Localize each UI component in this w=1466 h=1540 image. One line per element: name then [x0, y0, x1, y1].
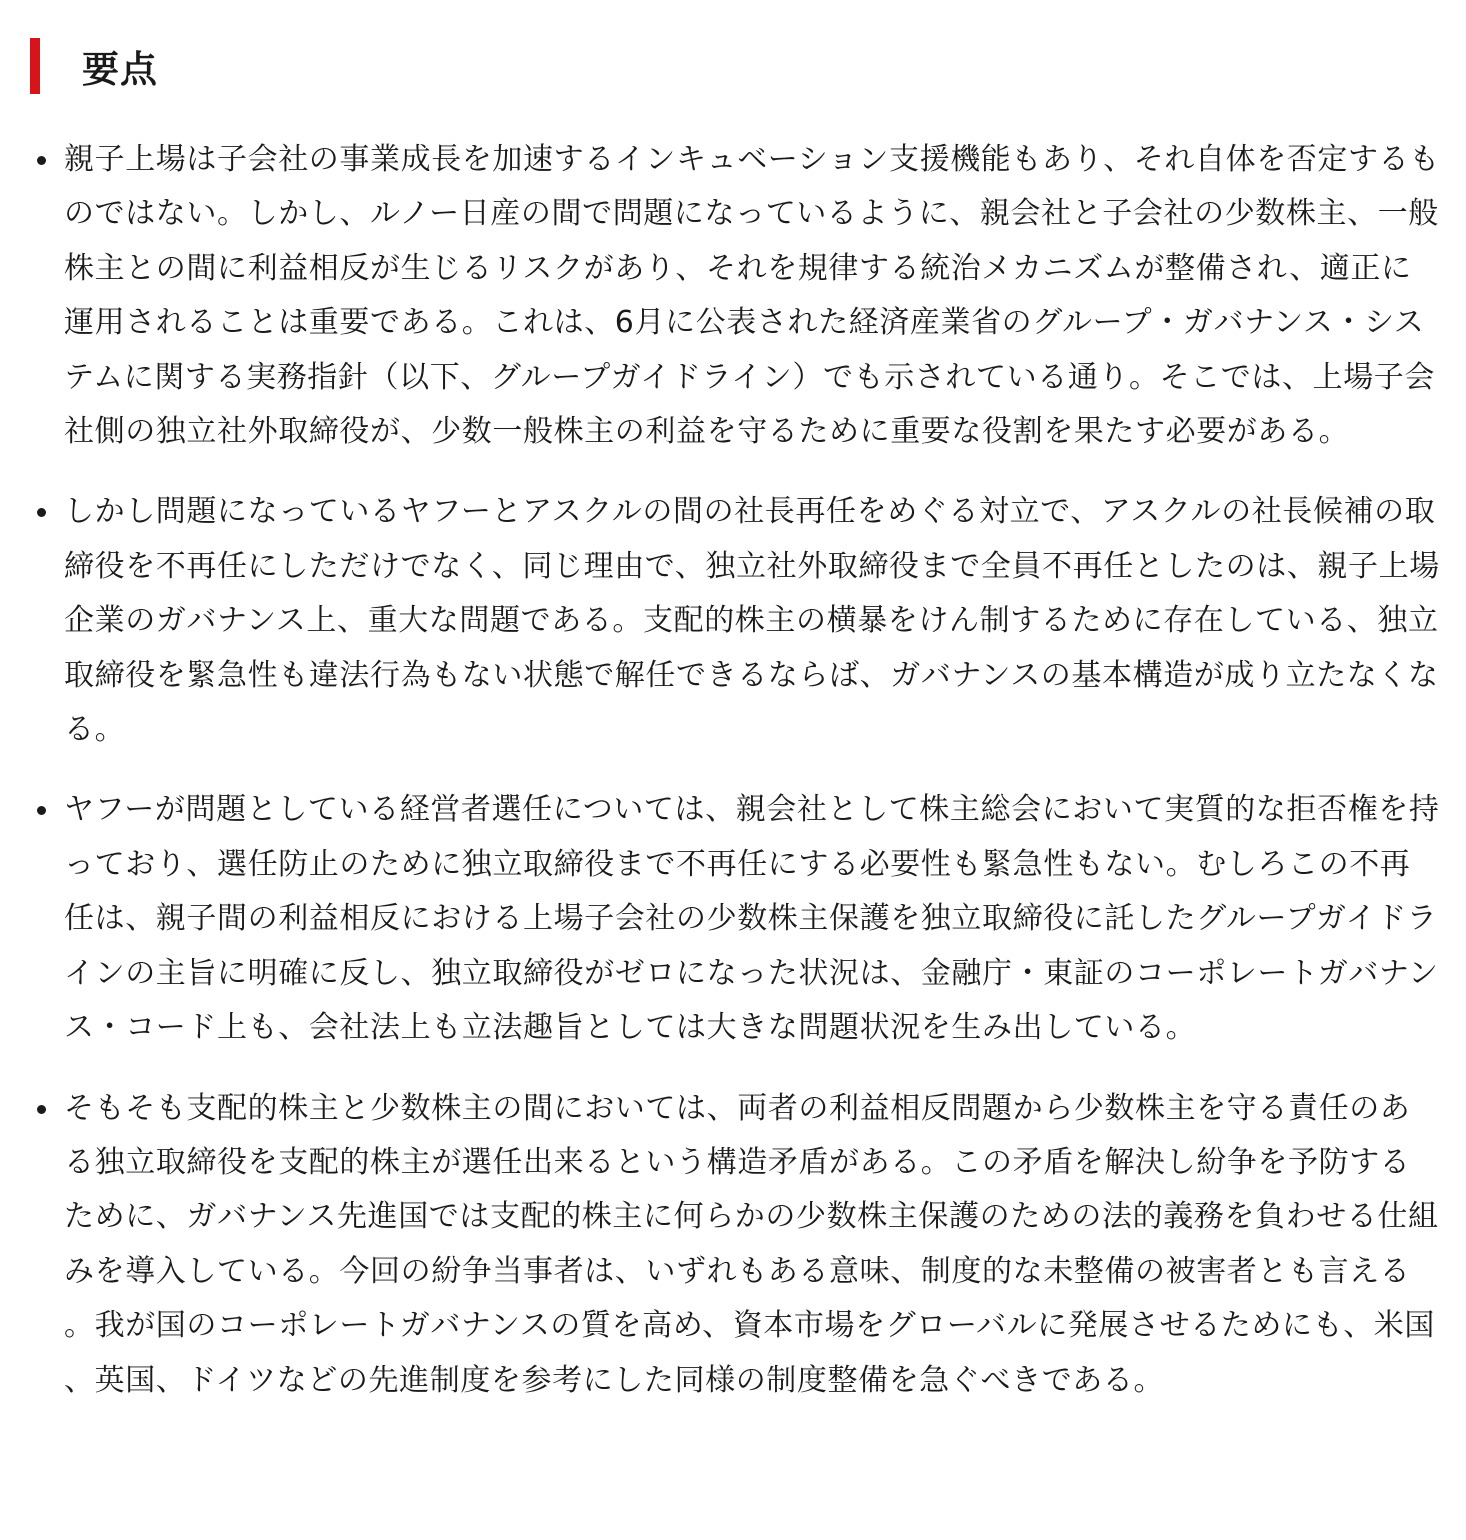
list-item — [30, 485, 1440, 757]
list-item — [30, 783, 1440, 1055]
bullet-icon — [37, 156, 46, 165]
list-item-text: そもそも支配的株主と少数株主の間においては、両者の利益相反問題から少数株主を守る責任のある独立取締役を支配的株主が選任出来るという構造矛盾がある。この矛盾を解決し紛争を予防するために、ガバナンス先進国では支配的株主に何らかの少数株主保護のための法的義務を負わせる仕組みを導入している。今回の紛争当事者は、いずれもある意味、制度的な未整備の被害者とも言える。我が国のコーポレートガバナンスの質を高め、資本市場をグローバルに発展させるためにも、米国、英国、ドイツなどの先進制度を参考にした同様の制度整備を急ぐべきである。 — [64, 1090, 1439, 1398]
list-item — [30, 1082, 1440, 1408]
heading-accent-bar — [30, 38, 40, 94]
list-item-text: しかし問題になっているヤフーとアスクルの間の社長再任をめぐる対立で、アスクルの社長候補の取締役を不再任にしただけでなく、同じ理由で、独立社外取締役まで全員不再任としたのは、親子上場企業のガバナンス上、重大な問題である。支配的株主の横暴をけん制するために存在している、独立取締役を緊急性も違法行為もない状態で解任できるならば、ガバナンスの基本構造が成り立たなくなる。 — [64, 494, 1440, 748]
key-points-list — [30, 133, 1440, 1434]
list-item-text: 親子上場は子会社の事業成長を加速するインキュベーション支援機能もあり、それ自体を否定するものではない。しかし、ルノー日産の間で問題になっているように、親会社と子会社の少数株主、一般株主との間に利益相反が生じるリスクがあり、それを規律する統治メカニズムが整備され、適正に運用されることは重要である。これは、6月に公表された経済産業省のグループ・ガバナンス・システムに関する実務指針（以下、グループガイドライン）でも示されている通り。そこでは、上場子会社側の独立社外取締役が、少数一般株主の利益を守るために重要な役割を果たす必要がある。 — [64, 142, 1440, 450]
list-item — [30, 133, 1440, 459]
heading-title: 要点 — [82, 48, 158, 91]
bullet-icon — [37, 806, 46, 815]
section-heading — [30, 38, 158, 94]
list-item-text: ヤフーが問題としている経営者選任については、親会社として株主総会において実質的な拒否権を持っており、選任防止のために独立取締役まで不再任にする必要性も緊急性もない。むしろこの不再任は、親子間の利益相反における上場子会社の少数株主保護を独立取締役に託したグループガイドラインの主旨に明確に反し、独立取締役がゼロになった状況は、金融庁・東証のコーポレートガバナンス・コード上も、会社法上も立法趣旨としては大きな問題状況を生み出している。 — [64, 792, 1440, 1046]
bullet-icon — [37, 508, 46, 517]
bullet-icon — [37, 1105, 46, 1114]
